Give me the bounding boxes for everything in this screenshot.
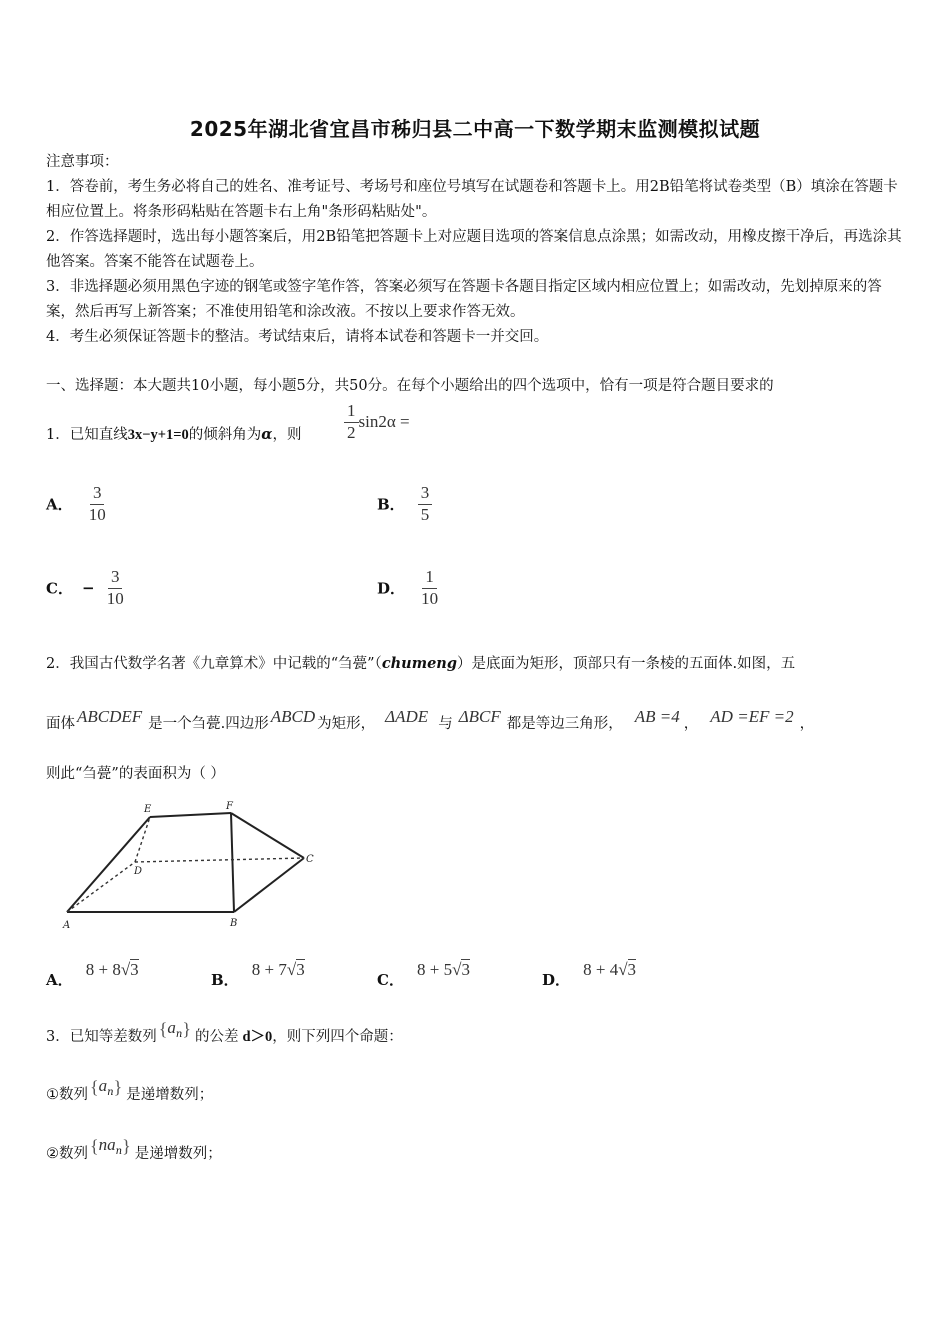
q1-option-b[interactable] [377, 484, 432, 524]
q2-option-a[interactable] [46, 960, 139, 990]
q1-text-b: 的倾斜角为 [188, 427, 262, 443]
q2-text: ， [683, 716, 699, 732]
fraction-den: 5 [420, 504, 430, 524]
sqrt-sign: √ [120, 960, 131, 979]
q2-text: ， [799, 716, 815, 732]
edge-bc [234, 858, 304, 912]
option-root: 3 [130, 960, 139, 979]
prop-seq: a [98, 1076, 108, 1095]
fraction-num: 3 [108, 568, 123, 589]
prop-seq-sub: n [107, 1087, 114, 1098]
q1-line-equation: 3x−y+1=0 [127, 427, 189, 443]
sqrt-sign: √ [286, 960, 297, 979]
notice-item-3: 3．非选择题必须用黑色字迹的钢笔或签字笔作答，答案必须写在答题卡各题目指定区域内相应位置上；如需改动，先划掉原来的答案，然后再写上新答案；不准使用铅笔和涂改液。不按以上要求作答无效。 [46, 279, 882, 320]
q2-text: 面体 [46, 716, 75, 732]
q2-option-c[interactable] [377, 960, 470, 990]
prop-text: 数列 [59, 1087, 88, 1103]
fraction-num: 3 [418, 484, 433, 505]
q2-text: 都是等边三角形， [506, 716, 623, 732]
q2-figure [58, 798, 320, 933]
q2-text: 与 [438, 716, 453, 732]
option-fraction [104, 568, 127, 608]
option-expr: 8 + 5 [417, 960, 453, 979]
option-label: B． [377, 495, 405, 514]
seq-brace-left: { [158, 1019, 168, 1039]
seq-brace-right: } [122, 1136, 131, 1156]
fraction-num: 1 [422, 568, 437, 589]
option-root: 3 [461, 960, 470, 979]
q2-text: 2．我国古代数学名著《九章算术》中记载的“刍甍”（ [46, 656, 382, 672]
q1-alpha: α [261, 426, 273, 443]
q3-seq-sub: n [175, 1029, 183, 1040]
q2-math-bcf: ΔBCF [458, 707, 501, 726]
notice-item-2: 2．作答选择题时，选出每小题答案后，用2B铅笔把答题卡上对应题目选项的答案信息点涂黑；如需改动，用橡皮擦干净后，再选涂其他答案。答案不能答在试题卷上。 [46, 229, 902, 270]
fraction-den: 10 [88, 504, 106, 524]
q3-prop-2 [46, 1135, 222, 1163]
option-fraction [418, 568, 441, 608]
q3-stem [46, 1018, 403, 1046]
q3-condition: d＞0 [242, 1029, 273, 1045]
option-root: 3 [627, 960, 637, 979]
q2-math-ad-ef: AD =EF =2 [710, 707, 794, 726]
q1-option-a[interactable] [46, 484, 109, 524]
option-sign: − [82, 579, 95, 598]
notice-item-1: 1．答卷前，考生务必将自己的姓名、准考证号、考场号和座位号填写在试题卷和答题卡上。用2B铅笔将试卷类型（B）填涂在答题卡相应位置上。将条形码粘贴在答题卡右上角"条形码粘贴处"。 [46, 179, 898, 220]
q3-text: 3．已知等差数列 [46, 1029, 157, 1045]
q2-text: 是一个刍甍.四边形 [148, 716, 269, 732]
q2-math-ab: AB =4 [634, 707, 680, 726]
seq-brace-right: } [182, 1019, 191, 1039]
q1-option-d[interactable] [377, 568, 441, 608]
q2-option-d[interactable] [542, 960, 636, 990]
q3-text: 的公差 [194, 1029, 239, 1045]
prop-text: 是递增数列； [134, 1146, 222, 1162]
fraction-den: 10 [106, 588, 124, 608]
q3-text: ，则下列四个命题： [272, 1029, 403, 1045]
q1-expr-tail: sin2α = [358, 412, 410, 432]
fraction-den: 10 [421, 588, 439, 608]
page-title: 2025年湖北省宜昌市秭归县二中高一下数学期末监测模拟试题 [189, 117, 761, 141]
q3-prop-1 [46, 1076, 213, 1104]
q1-half-fraction [344, 402, 359, 442]
edge-fb [231, 813, 234, 912]
option-label: C． [377, 971, 404, 989]
option-expr: 8 + 8 [85, 960, 121, 979]
prop-mark: ① [46, 1087, 59, 1103]
seq-brace-left: { [90, 1077, 99, 1097]
edge-de-hidden [135, 817, 150, 862]
option-fraction [86, 484, 109, 524]
q1-expr-num: 1 [344, 402, 359, 423]
option-expr: 8 + 4 [583, 960, 619, 979]
prop-seq: na [98, 1135, 116, 1154]
option-label: A． [46, 971, 73, 989]
q1-option-c[interactable] [46, 568, 127, 608]
q2-option-b[interactable] [211, 960, 305, 990]
option-root: 3 [296, 960, 305, 979]
option-label: D． [377, 579, 406, 598]
sqrt-sign: √ [618, 960, 628, 979]
q1-text-a: 已知直线 [69, 427, 128, 443]
option-label: B． [211, 971, 239, 989]
seq-brace-left: { [90, 1136, 99, 1156]
q2-math-abcdef: ABCDEF [77, 707, 143, 726]
edge-ef [150, 813, 231, 817]
q2-text: ）是底面为矩形，顶部只有一条棱的五面体.如图，五 [456, 656, 796, 672]
q1-number: 1． [46, 427, 70, 443]
edge-fc [231, 813, 304, 858]
notice-heading: 注意事项： [46, 154, 119, 170]
notice-item-4: 4．考生必须保证答题卡的整洁。考试结束后，请将本试卷和答题卡一并交回。 [46, 329, 549, 345]
option-expr: 8 + 7 [251, 960, 287, 979]
option-label: C． [46, 579, 73, 598]
label-e: E [144, 804, 152, 815]
edge-ae [67, 817, 150, 912]
q2-text: 为矩形， [317, 716, 376, 732]
section-heading: 一、选择题：本大题共10小题，每小题5分，共50分。在每个小题给出的四个选项中，恰有一项是符合题目要求的 [46, 378, 774, 394]
edge-ad-hidden [67, 862, 135, 912]
label-f: F [226, 801, 233, 812]
label-a: A [63, 920, 71, 931]
edge-dc-hidden [135, 858, 304, 862]
seq-brace-right: } [113, 1077, 123, 1097]
q2-math-ade: ΔADE [385, 707, 429, 726]
label-c: C [306, 854, 314, 865]
sqrt-sign: √ [452, 960, 462, 979]
prop-text: 是递增数列； [126, 1087, 214, 1103]
prop-text: 数列 [59, 1146, 88, 1162]
q2-line-1 [46, 652, 795, 673]
q2-math-abcd: ABCD [270, 707, 316, 726]
q2-line-2 [46, 702, 814, 739]
prop-mark: ② [46, 1146, 59, 1162]
q1-stem [46, 423, 301, 444]
q2-line-3: 则此“刍甍”的表面积为（ ） [46, 766, 225, 782]
option-fraction [418, 484, 433, 524]
label-b: B [230, 918, 238, 929]
option-label: A． [46, 495, 73, 514]
option-label: D． [542, 971, 571, 989]
prop-seq-sub: n [115, 1146, 123, 1157]
q1-expression [344, 402, 410, 442]
q2-chumeng: chumeng [381, 655, 457, 672]
q3-seq: a [167, 1018, 176, 1037]
label-d: D [134, 866, 143, 877]
fraction-num: 3 [90, 484, 105, 505]
q1-text-c: ，则 [272, 427, 302, 443]
q1-expr-den: 2 [347, 422, 356, 442]
